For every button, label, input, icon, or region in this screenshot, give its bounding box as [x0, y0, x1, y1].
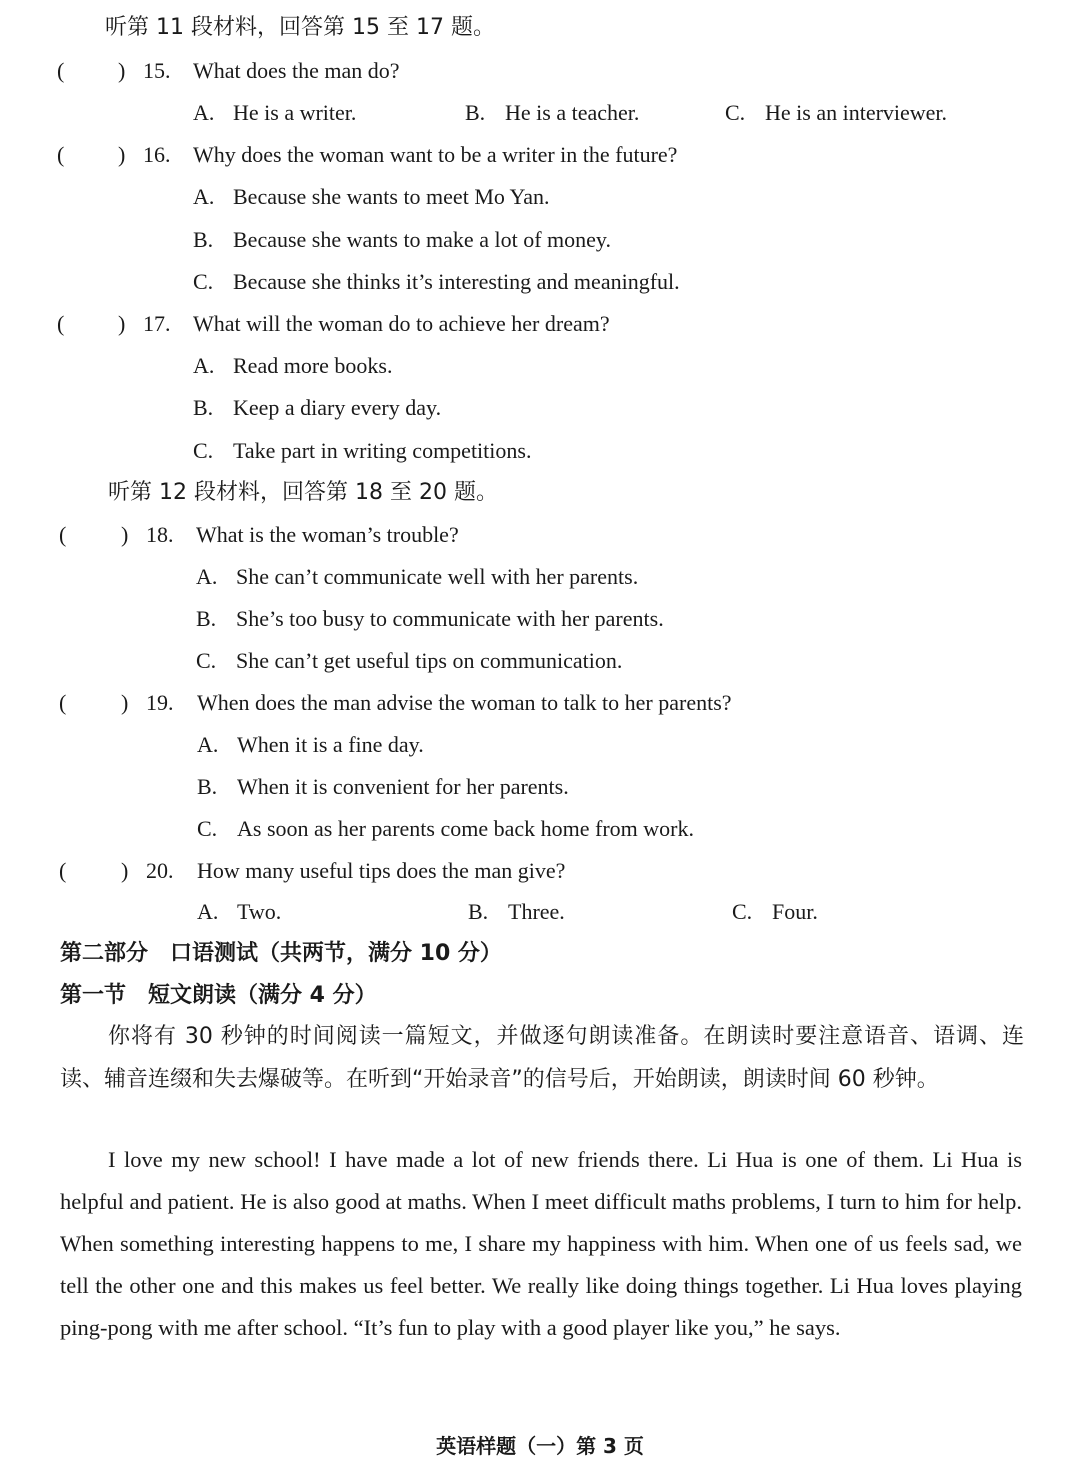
- option-c: C. Four.: [732, 899, 818, 924]
- option-c: C. She can’t get useful tips on communication.: [196, 648, 623, 673]
- option-a: A. She can’t communicate well with her parents.: [196, 564, 639, 589]
- question-number: 17.: [143, 311, 171, 336]
- answer-paren-open: (: [57, 58, 65, 83]
- option-b: B. Three.: [468, 899, 565, 924]
- answer-paren-close: ): [121, 522, 129, 547]
- option-b: B. Keep a diary every day.: [193, 395, 442, 420]
- part-title: 第二部分 口语测试（共两节，满分 10 分）: [60, 941, 502, 966]
- option-b: B. He is a teacher.: [465, 100, 640, 125]
- question-text: When does the man advise the woman to talk to her parents?: [197, 690, 732, 715]
- question-number: 15.: [143, 58, 171, 83]
- answer-paren-close: ): [118, 142, 126, 167]
- answer-paren-open: (: [59, 858, 67, 883]
- option-a: A. He is a writer.: [193, 100, 357, 125]
- instructions-paragraph: 你将有 30 秒钟的时间阅读一篇短文，并做逐句朗读准备。在朗读时要注意语音、语调、连读、辅音连缀和失去爆破等。在听到“开始录音”的信号后，开始朗读，朗读时间 60 秒钟。: [60, 1024, 1024, 1092]
- question-number: 20.: [146, 858, 174, 883]
- option-b: B. When it is convenient for her parents.: [197, 774, 569, 799]
- option-c: C. Take part in writing competitions.: [193, 438, 532, 463]
- section-header-11: 听第 11 段材料，回答第 15 至 17 题。: [105, 15, 495, 40]
- question-text: How many useful tips does the man give?: [197, 858, 566, 883]
- question-text: What is the woman’s trouble?: [196, 522, 459, 547]
- question-number: 19.: [146, 690, 174, 715]
- question-text: What will the woman do to achieve her dream?: [193, 311, 610, 336]
- answer-paren-close: ): [118, 58, 126, 83]
- question-text: What does the man do?: [193, 58, 400, 83]
- option-b: B. She’s too busy to communicate with her parents.: [196, 606, 664, 631]
- answer-paren-open: (: [59, 522, 67, 547]
- reading-passage: I love my new school! I have made a lot of new friends there. Li Hua is one of them. Li Hua is helpful and patient. He is also good at maths. When I meet difficult maths problems, I turn to him for help. When something interesting happens to me, I share my happiness with him. When one of us feels sad, we tell the other one and this makes us feel better. We really like doing things together. Li Hua loves playing ping-pong with me after school. “It’s fun to play with a good player like you,” he says.: [60, 1147, 1022, 1340]
- answer-paren-open: (: [57, 311, 65, 336]
- section-header-12: 听第 12 段材料，回答第 18 至 20 题。: [108, 480, 498, 505]
- option-b: B. Because she wants to make a lot of money.: [193, 227, 611, 252]
- option-c: C. Because she thinks it’s interesting and meaningful.: [193, 269, 680, 294]
- option-c: C. As soon as her parents come back home from work.: [197, 816, 694, 841]
- option-a: A. Read more books.: [193, 353, 393, 378]
- answer-paren-open: (: [57, 142, 65, 167]
- question-number: 16.: [143, 142, 171, 167]
- answer-paren-close: ): [121, 690, 129, 715]
- question-text: Why does the woman want to be a writer in the future?: [193, 142, 678, 167]
- option-c: C. He is an interviewer.: [725, 100, 948, 125]
- option-a: A. Because she wants to meet Mo Yan.: [193, 184, 550, 209]
- option-a: A. When it is a fine day.: [197, 732, 424, 757]
- answer-paren-open: (: [59, 690, 67, 715]
- answer-paren-close: ): [118, 311, 126, 336]
- question-number: 18.: [146, 522, 174, 547]
- section-title: 第一节 短文朗读（满分 4 分）: [60, 983, 377, 1008]
- option-a: A. Two.: [197, 899, 282, 924]
- answer-paren-close: ): [121, 858, 129, 883]
- page-footer: 英语样题（一）第 3 页: [436, 1434, 644, 1458]
